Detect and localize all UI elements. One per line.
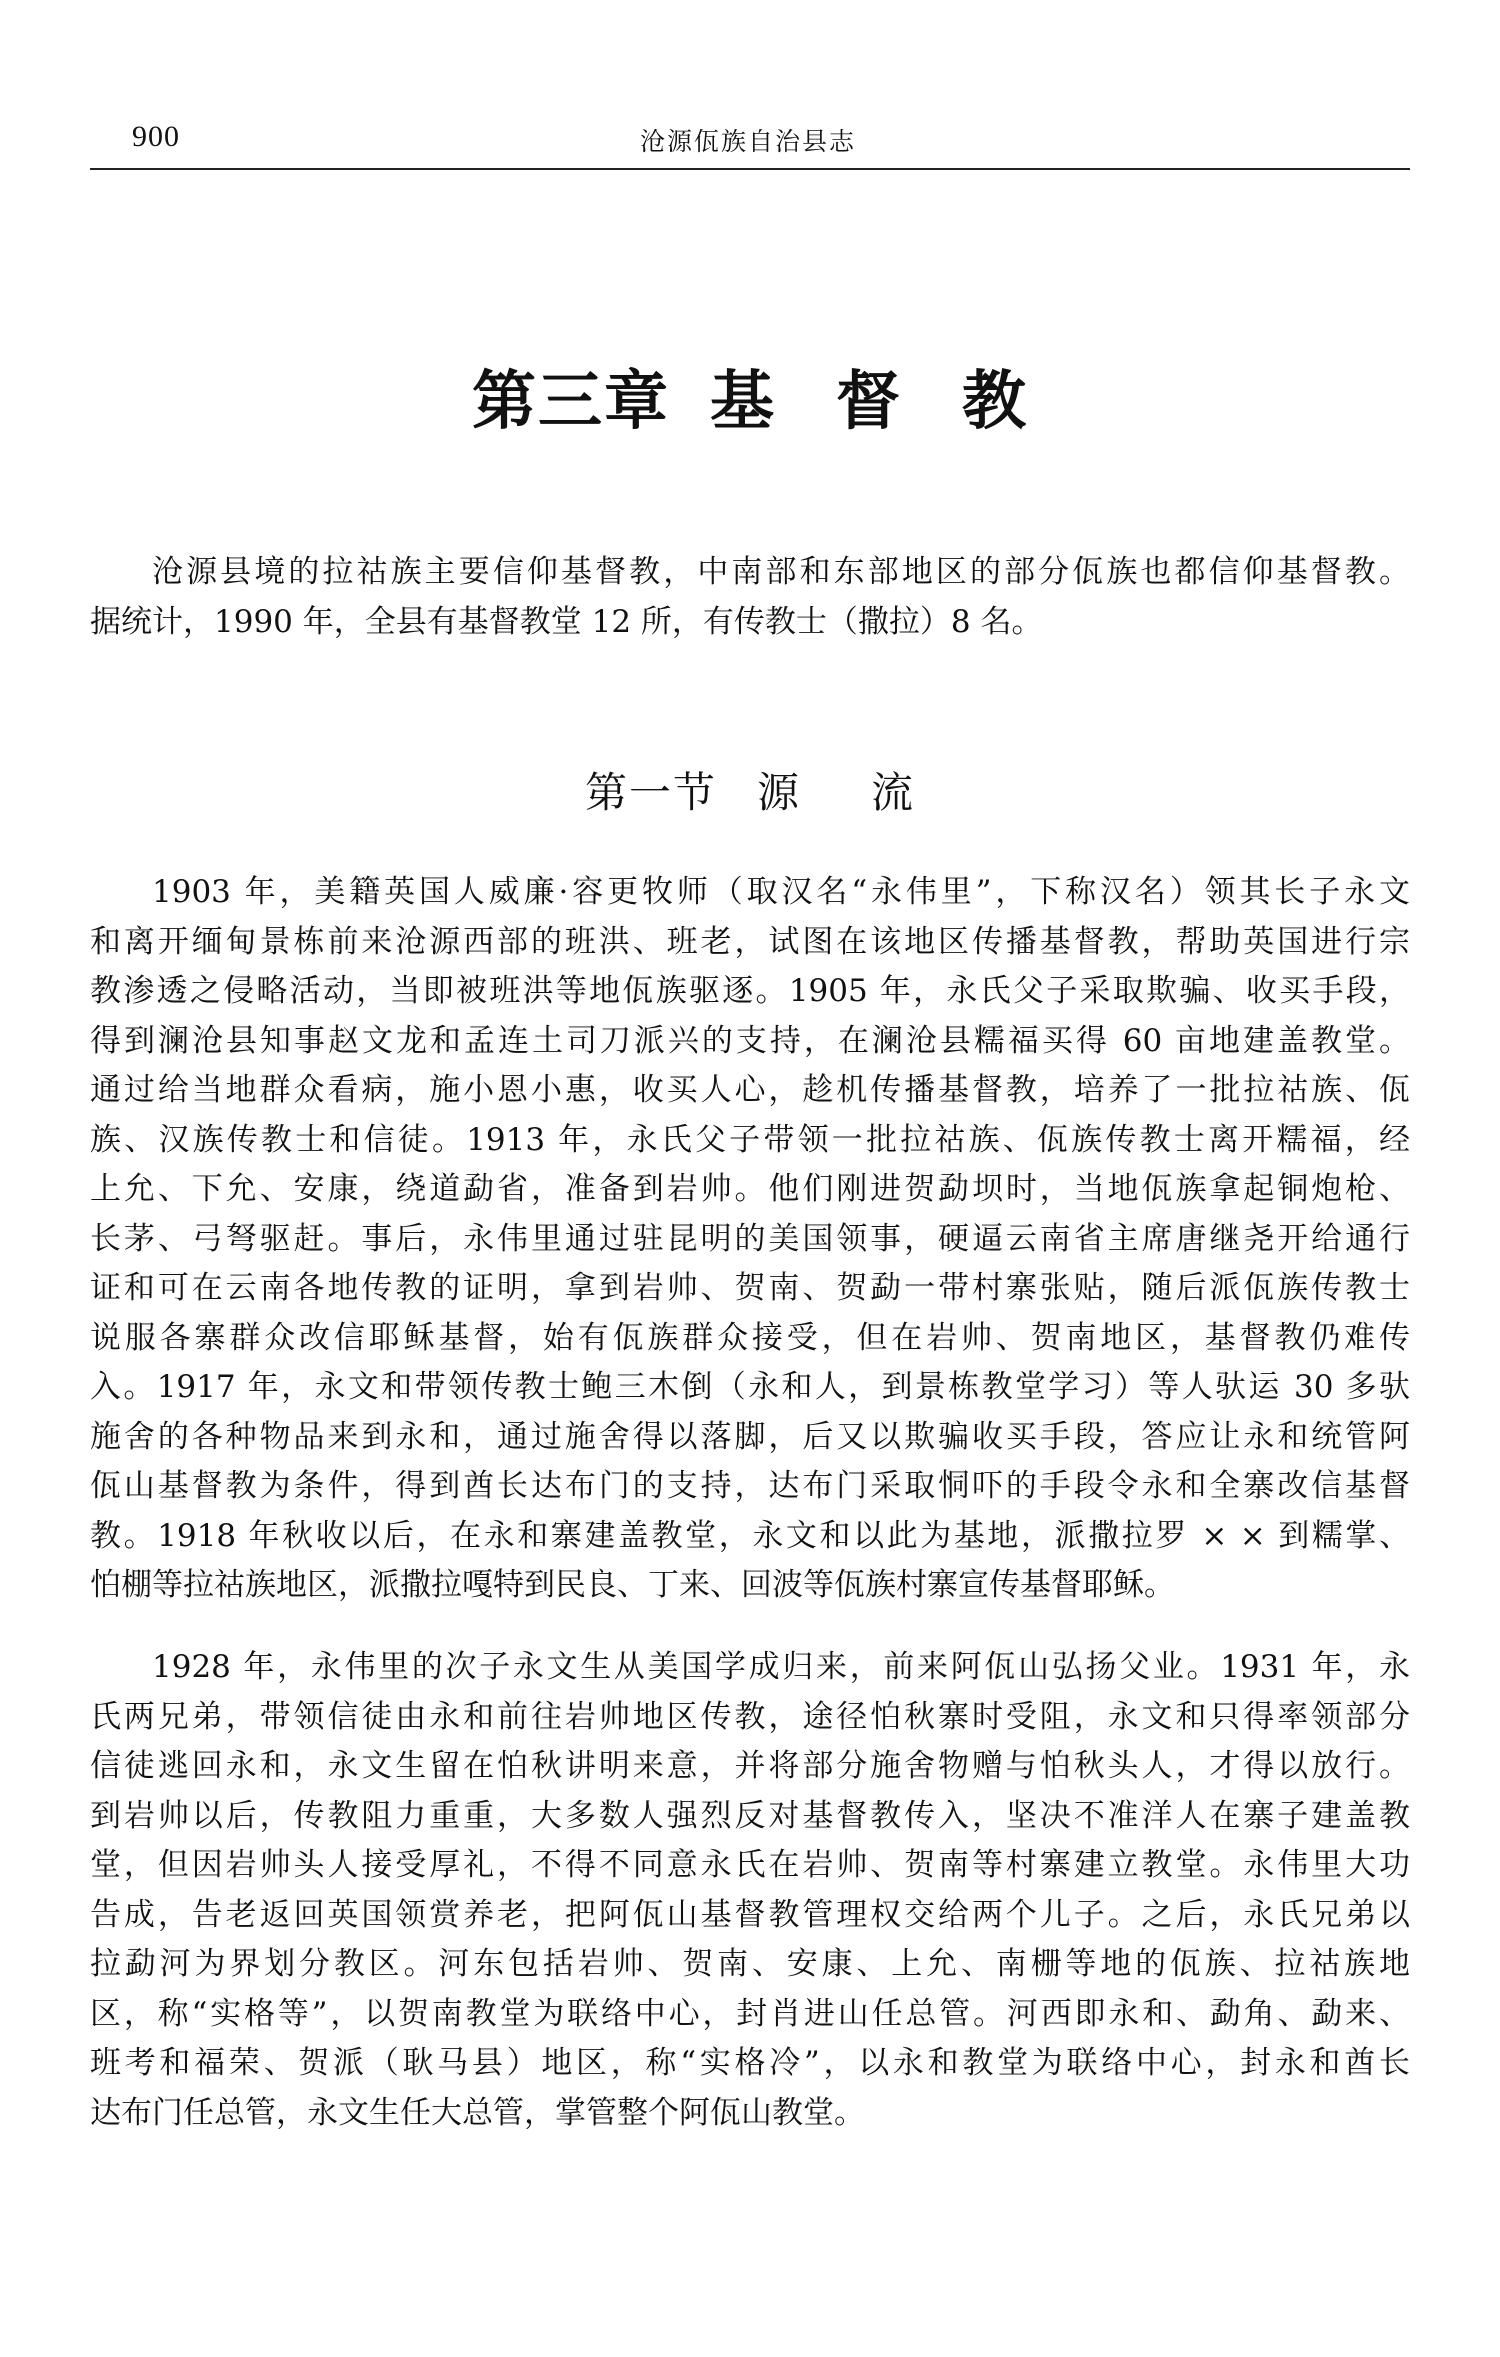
- text-line: 到岩帅以后，传教阻力重重，大多数人强烈反对基督教传入，坚决不准洋人在寨子建盖教: [90, 1797, 1410, 1834]
- chapter-title-char: 教: [962, 364, 1028, 439]
- section-title: [0, 760, 1500, 820]
- text-line: 达布门任总管，永文生任大总管，掌管整个阿佤山教堂。: [90, 2094, 865, 2131]
- book-title: 沧源佤族自治县志: [640, 127, 857, 156]
- text-line: 怕棚等拉祜族地区，派撒拉嘎特到民良、丁来、回波等佤族村寨宣传基督耶稣。: [90, 1567, 1175, 1603]
- text-line: 教。1918 年秋收以后，在永和寨建盖教堂，永文和以此为基地，派撒拉罗 × × 到糯掌、: [90, 1517, 1410, 1554]
- intro-paragraph: [90, 548, 1410, 647]
- body-paragraph: [90, 1643, 1410, 2138]
- text-line: 班考和福荣、贺派（耿马县）地区，称“实格冷”，以永和教堂为联络中心，封永和酋长: [90, 2045, 1410, 2081]
- text-line: 堂，但因岩帅头人接受厚礼，不得不同意永氏在岩帅、贺南等村寨建立教堂。永伟里大功: [90, 1847, 1410, 1883]
- section-title-char: 源: [756, 768, 801, 817]
- text-line: 说服各寨群众改信耶稣基督，始有佤族群众接受，但在岩帅、贺南地区，基督教仍难传: [90, 1319, 1410, 1356]
- text-line: 族、汉族传教士和信徒。1913 年，永氏父子带领一批拉祜族、佤族传教士离开糯福，经: [90, 1121, 1410, 1158]
- text-line: 沧源县境的拉祜族主要信仰基督教，中南部和东部地区的部分佤族也都信仰基督教。: [152, 554, 1410, 590]
- chapter-title: [0, 350, 1500, 442]
- chapter-title-char: 基: [710, 364, 776, 439]
- chapter-number: 第三章: [472, 364, 670, 439]
- text-line: 得到澜沧县知事赵文龙和孟连土司刀派兴的支持，在澜沧县糯福买得 60 亩地建盖教堂。: [90, 1022, 1410, 1059]
- text-line: 上允、下允、安康，绕道勐省，准备到岩帅。他们刚进贺勐坝时，当地佤族拿起铜炮枪、: [90, 1171, 1410, 1207]
- text-line: 1903 年，美籍英国人威廉·容更牧师（取汉名“永伟里”，下称汉名）领其长子永文: [152, 874, 1410, 910]
- page-header: [90, 118, 1410, 170]
- text-line: 通过给当地群众看病，施小恩小惠，收买人心，趁机传播基督教，培养了一批拉祜族、佤: [90, 1072, 1410, 1108]
- text-line: 区，称“实格等”，以贺南教堂为联络中心，封肖进山任总管。河西即永和、勐角、勐来、: [90, 1995, 1410, 2032]
- text-line: 1928 年，永伟里的次子永文生从美国学成归来，前来阿佤山弘扬父业。1931 年，永: [152, 1649, 1410, 1685]
- text-line: 拉勐河为界划分教区。河东包括岩帅、贺南、安康、上允、南栅等地的佤族、拉祜族地: [90, 1946, 1410, 1982]
- text-line: 教渗透之侵略活动，当即被班洪等地佤族驱逐。1905 年，永氏父子采取欺骗、收买手段，: [90, 973, 1410, 1009]
- text-line: 告成，告老返回英国领赏养老，把阿佤山基督教管理权交给两个儿子。之后，永氏兄弟以: [90, 1896, 1410, 1933]
- text-line: 据统计，1990 年，全县有基督教堂 12 所，有传教士（撒拉）8 名。: [90, 603, 1043, 640]
- page-number: 900: [132, 120, 180, 153]
- text-line: 信徒逃回永和，永文生留在怕秋讲明来意，并将部分施舍物赠与怕秋头人，才得以放行。: [90, 1748, 1410, 1784]
- text-line: 佤山基督教为条件，得到酋长达布门的支持，达布门采取恫吓的手段令永和全寨改信基督: [90, 1468, 1410, 1504]
- section-title-char: 流: [871, 768, 916, 817]
- text-line: 施舍的各种物品来到永和，通过施舍得以落脚，后又以欺骗收买手段，答应让永和统管阿: [90, 1418, 1410, 1455]
- text-line: 证和可在云南各地传教的证明，拿到岩帅、贺南、贺勐一带村寨张贴，随后派佤族传教士: [90, 1270, 1410, 1306]
- body-paragraph: [90, 868, 1410, 1611]
- text-line: 入。1917 年，永文和带领传教士鲍三木倒（永和人，到景栋教堂学习）等人驮运 30 多驮: [90, 1369, 1410, 1405]
- text-line: 长茅、弓弩驱赶。事后，永伟里通过驻昆明的美国领事，硬逼云南省主席唐继尧开给通行: [90, 1220, 1410, 1257]
- section-number: 第一节: [584, 768, 717, 817]
- text-line: 和离开缅甸景栋前来沧源西部的班洪、班老，试图在该地区传播基督教，帮助英国进行宗: [90, 923, 1410, 960]
- chapter-title-char: 督: [836, 364, 902, 439]
- text-line: 氏两兄弟，带领信徒由永和前往岩帅地区传教，途径怕秋寨时受阻，永文和只得率领部分: [90, 1698, 1410, 1735]
